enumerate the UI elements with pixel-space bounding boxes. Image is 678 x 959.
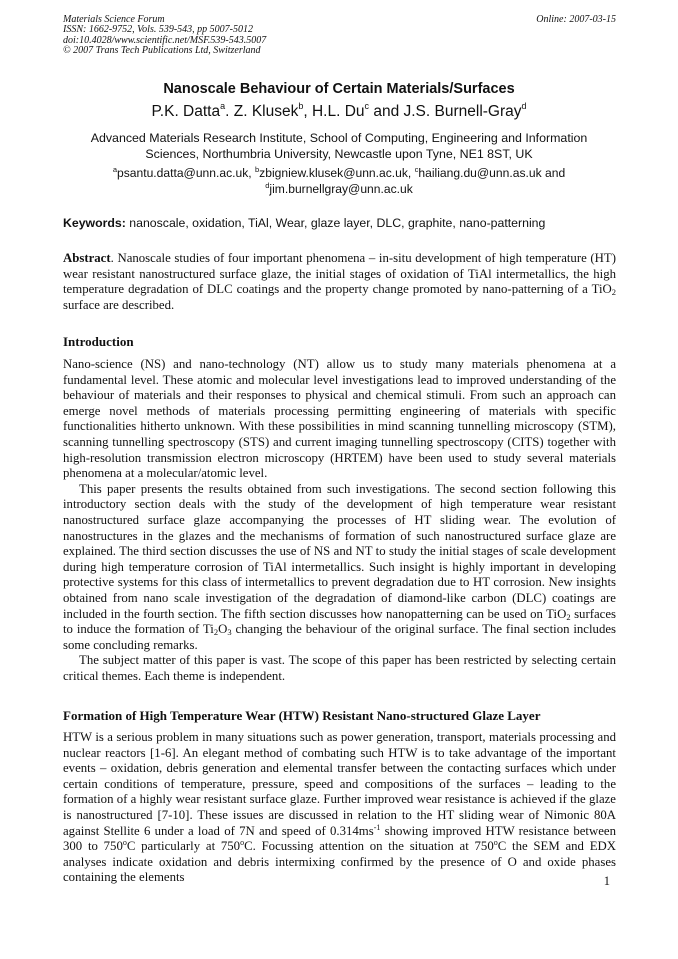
online-date: Online: 2007-03-15 [536, 14, 616, 25]
email-superscript: d [265, 180, 270, 190]
author-superscript: a [220, 101, 226, 111]
paragraph [63, 482, 616, 654]
htw-section-heading: Formation of High Temperature Wear (HTW) Resistant Nano-structured Glaze Layer [63, 708, 541, 723]
author-superscript: d [521, 101, 527, 111]
paragraph-text: showing improved HTW resistance between 300 to 750 [63, 823, 616, 854]
abstract-text: . Nanoscale studies of four important phenomena – in-situ development of high temperature (HT) wear resistant nanostructured surface glaze, the initial stages of oxidation of TiAl intermetallics, the high temperature degradation of DLC coatings and the property change promoted by nano-patterning of a TiO [63, 251, 616, 297]
email-text: jim.burnellgray@unn.ac.uk [269, 181, 413, 196]
keywords [63, 216, 616, 230]
paragraph-text: surfaces to induce the formation of Ti [63, 606, 616, 637]
author-superscript: b [298, 101, 304, 111]
affiliation-line: Advanced Materials Research Institute, School of Computing, Engineering and Information [90, 131, 588, 145]
paragraph: Nano-science (NS) and nano-technology (NT) allow us to study many materials phenomena at a fundamental level. These atomic and molecular level investigations lead to improved understanding of the behaviour of materials and their responses to physical and chemical stimuli. From such an approach can emerge novel methods of materials processing permitting engineering of materials with specific functionalities hitherto unknown. With these possibilities in mind scanning tunnelling microscopy (STM), scanning tunnelling spectroscopy (STS) and current imaging tunnelling spectroscopy (CITS) together with high-resolution transmission electron microscopy (HRTEM) have been used to study several materials phenomena at a molecular/atomic level. [63, 357, 616, 481]
paper-title: Nanoscale Behaviour of Certain Materials/Surfaces [163, 81, 515, 97]
copyright-line: © 2007 Trans Tech Publications Ltd, Switzerland [63, 44, 261, 56]
subscript: 2 [611, 287, 616, 298]
introduction-body [63, 357, 616, 684]
subscript: 3 [227, 627, 232, 638]
author-emails [70, 166, 608, 197]
email-text: zbigniew.klusek@unn.ac.uk, [259, 166, 415, 180]
subscript: 2 [213, 627, 219, 638]
email-superscript: a [112, 165, 117, 174]
paragraph-text: This paper presents the results obtained from such investigations. The second section following this introductory section deals with the study of the development of high temperature wear resistant nanostructured surface glaze accompanying the processes of HT sliding wear. The evolution of nanostructures in the glazes and the mechanisms of formation of such nanostructured surface glaze are explained. The third section discusses the use of NS and NT to study the initial stages of scale development during high temperature corrosion of TiAl intermetallics. Such insight is highly important in developing protective systems for this class of intermetallics to prevent degradation due to HT corrosion. New insights obtained from nano scale investigation of the degradation of diamond-like carbon (DLC) coatings are included in the fourth section. The fifth section discusses how nanopatterning can be used on TiO [63, 481, 616, 621]
affiliation-line: Sciences, Northumbria University, Newcastle upon Tyne, NE1 8ST, UK [145, 146, 533, 161]
author-name: , H.L. Du [303, 103, 365, 120]
keywords-text: nanoscale, oxidation, TiAl, Wear, glaze layer, DLC, graphite, nano-patterning [125, 216, 546, 230]
superscript: o [240, 838, 245, 848]
author-list [0, 103, 678, 121]
page-number: 1 [603, 874, 610, 888]
email-superscript: c [414, 165, 419, 174]
htw-section-body [63, 730, 616, 886]
introduction-heading: Introduction [63, 334, 134, 349]
abstract-label: Abstract [63, 251, 111, 265]
affiliation [70, 131, 608, 162]
journal-header [63, 15, 616, 56]
doi-line: doi:10.4028/www.scientific.net/MSF.539-543.5007 [63, 34, 267, 46]
superscript: -1 [373, 822, 381, 832]
issn-line: ISSN: 1662-9752, Vols. 539-543, pp 5007-5012 [63, 24, 253, 36]
email-superscript: b [255, 165, 260, 174]
author-superscript: c [364, 101, 370, 111]
superscript: o [122, 838, 127, 848]
journal-name: Materials Science Forum [63, 14, 165, 25]
author-name: . Z. Klusek [225, 103, 299, 120]
paragraph-text: HTW is a serious problem in many situations such as power generation, transport, materials processing and nuclear reactors [1-6]. An elegant method of combating such HTW is to take advantage of the important events – oxidation, debris generation and elemental transfer between the contacting surfaces which under certain conditions of temperature, pressure, speed and compositions of the surfaces – leading to the formation of a highly wear resistant surface glaze. Further improved wear resistance is achieved if the glaze is nanostructured [7-10]. These issues are discussed in relation to the HT sliding wear of Nimonic 80A against Stellite 6 under a load of 7N and speed of 0.314ms [63, 730, 616, 838]
paragraph-text: C the SEM and EDX analyses indicate oxidation and debris intermixing confirmed by the presence of O and oxide phases containing the elements [63, 839, 616, 885]
email-text: psantu.datta@unn.ac.uk, [116, 166, 255, 180]
email-text: hailiang.du@unn.as.uk and [418, 166, 566, 180]
abstract [63, 251, 616, 313]
abstract-text: surface are described. [63, 297, 175, 312]
author-name: P.K. Datta [151, 103, 221, 120]
keywords-label: Keywords: [63, 216, 126, 230]
subscript: 2 [566, 611, 571, 622]
paragraph-text: changing the behaviour of the original surface. The final section includes some concluding remarks. [63, 622, 616, 652]
paragraph-text: C. Focussing attention on the situation at 750 [244, 839, 494, 854]
paragraph-text: C particularly at 750 [126, 839, 241, 854]
superscript: o [493, 838, 498, 848]
paragraph: The subject matter of this paper is vast. The scope of this paper has been restricted by selecting certain critical themes. Each theme is independent. [63, 653, 616, 683]
paragraph-text: O [218, 622, 228, 637]
author-name: and J.S. Burnell-Gray [369, 103, 522, 120]
